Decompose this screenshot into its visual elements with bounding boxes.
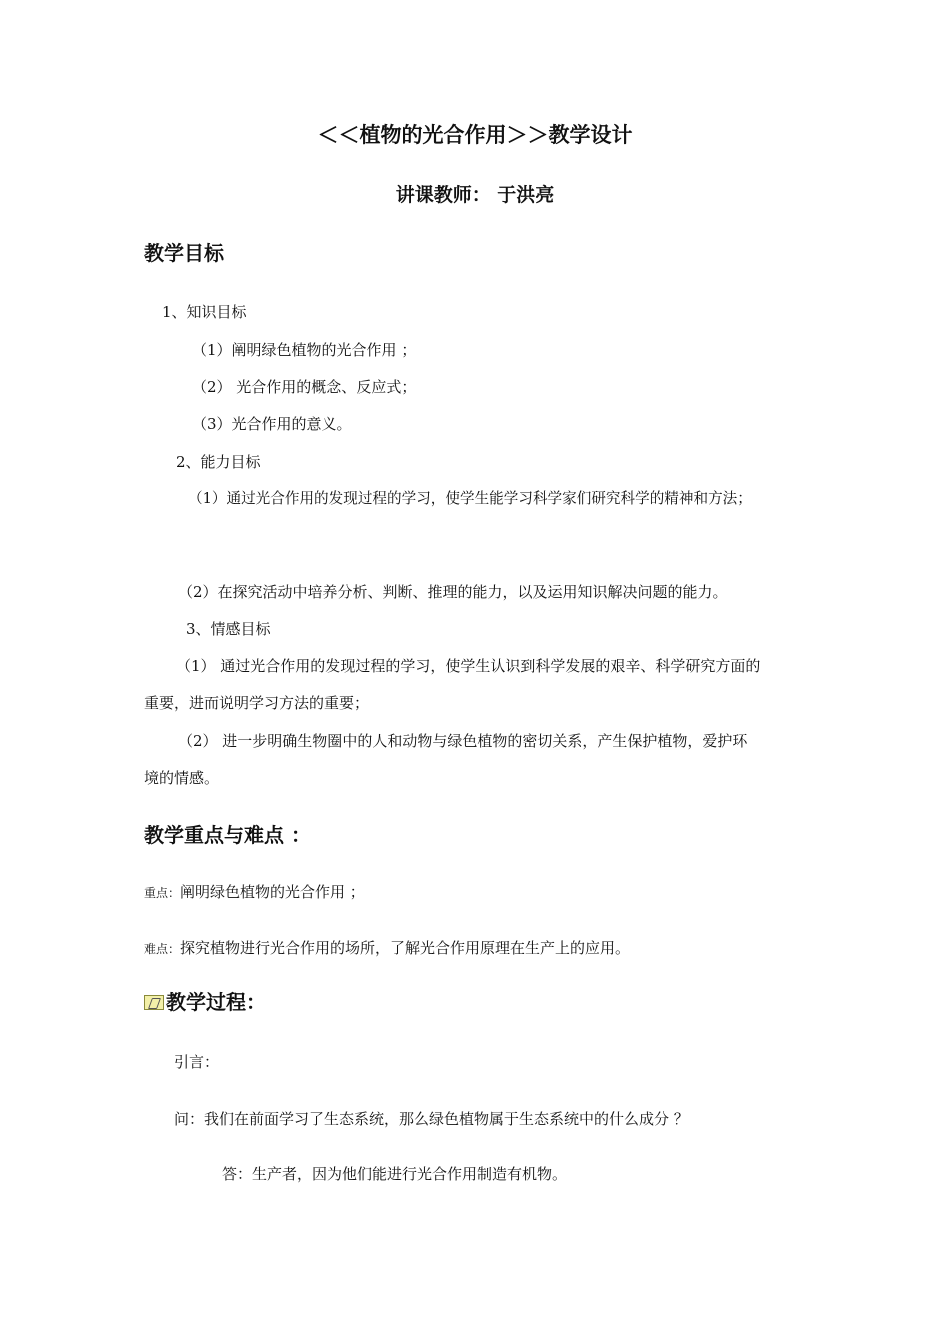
goal-knowledge-item-2: （2） 光合作用的概念、反应式；	[192, 378, 417, 396]
key-point-label: 重点：	[144, 886, 181, 900]
goal-ability-item-1: （1）通过光合作用的发现过程的学习，使学生能学习科学家们研究科学的精神和方法；	[188, 490, 752, 507]
document-title: ＜＜植物的光合作用＞＞教学设计	[317, 123, 633, 147]
section-heading-process	[144, 988, 266, 1016]
section-heading-objectives: 教学目标	[144, 241, 224, 265]
goal-ability-item-2: （2）在探究活动中培养分析、判断、推理的能力，以及运用知识解决问题的能力。	[178, 583, 728, 601]
key-point-line	[144, 882, 365, 903]
intro-label: 引言：	[174, 1053, 220, 1071]
difficulty-label: 难点：	[144, 942, 181, 956]
key-point-text: 阐明绿色植物的光合作用 ；	[180, 883, 365, 901]
note-pencil-icon	[144, 995, 164, 1010]
goal-knowledge-item-1: （1）阐明绿色植物的光合作用 ；	[192, 341, 417, 359]
goal-emotion-item-1-line-1: （1） 通过光合作用的发现过程的学习，使学生认识到科学发展的艰辛、科学研究方面的	[176, 657, 761, 675]
answer-line: 答：生产者，因为他们能进行光合作用制造有机物。	[222, 1165, 568, 1183]
section-heading-key-points: 教学重点与难点 ：	[144, 823, 311, 847]
teacher-line: 讲课教师： 于洪亮	[395, 184, 555, 206]
goal-knowledge-item-3: （3）光合作用的意义。	[192, 415, 352, 433]
goal-emotion-item-1-line-2: 重要，进而说明学习方法的重要；	[144, 694, 370, 712]
difficulty-text: 探究植物进行光合作用的场所，了解光合作用原理在生产上的应用。	[180, 939, 631, 957]
goal-knowledge-heading: 1、知识目标	[162, 303, 247, 321]
process-heading-text: 教学过程：	[166, 990, 266, 1014]
goal-emotion-item-2-line-2: 境的情感。	[144, 769, 220, 787]
difficulty-line	[144, 938, 630, 959]
goal-emotion-item-2-line-1: （2） 进一步明确生物圈中的人和动物与绿色植物的密切关系，产生保护植物，爱护环	[178, 732, 748, 750]
question-line: 问：我们在前面学习了生态系统，那么绿色植物属于生态系统中的什么成分 ？	[174, 1110, 689, 1128]
goal-emotion-heading: 3、情感目标	[186, 620, 271, 638]
goal-ability-heading: 2、能力目标	[176, 453, 261, 471]
